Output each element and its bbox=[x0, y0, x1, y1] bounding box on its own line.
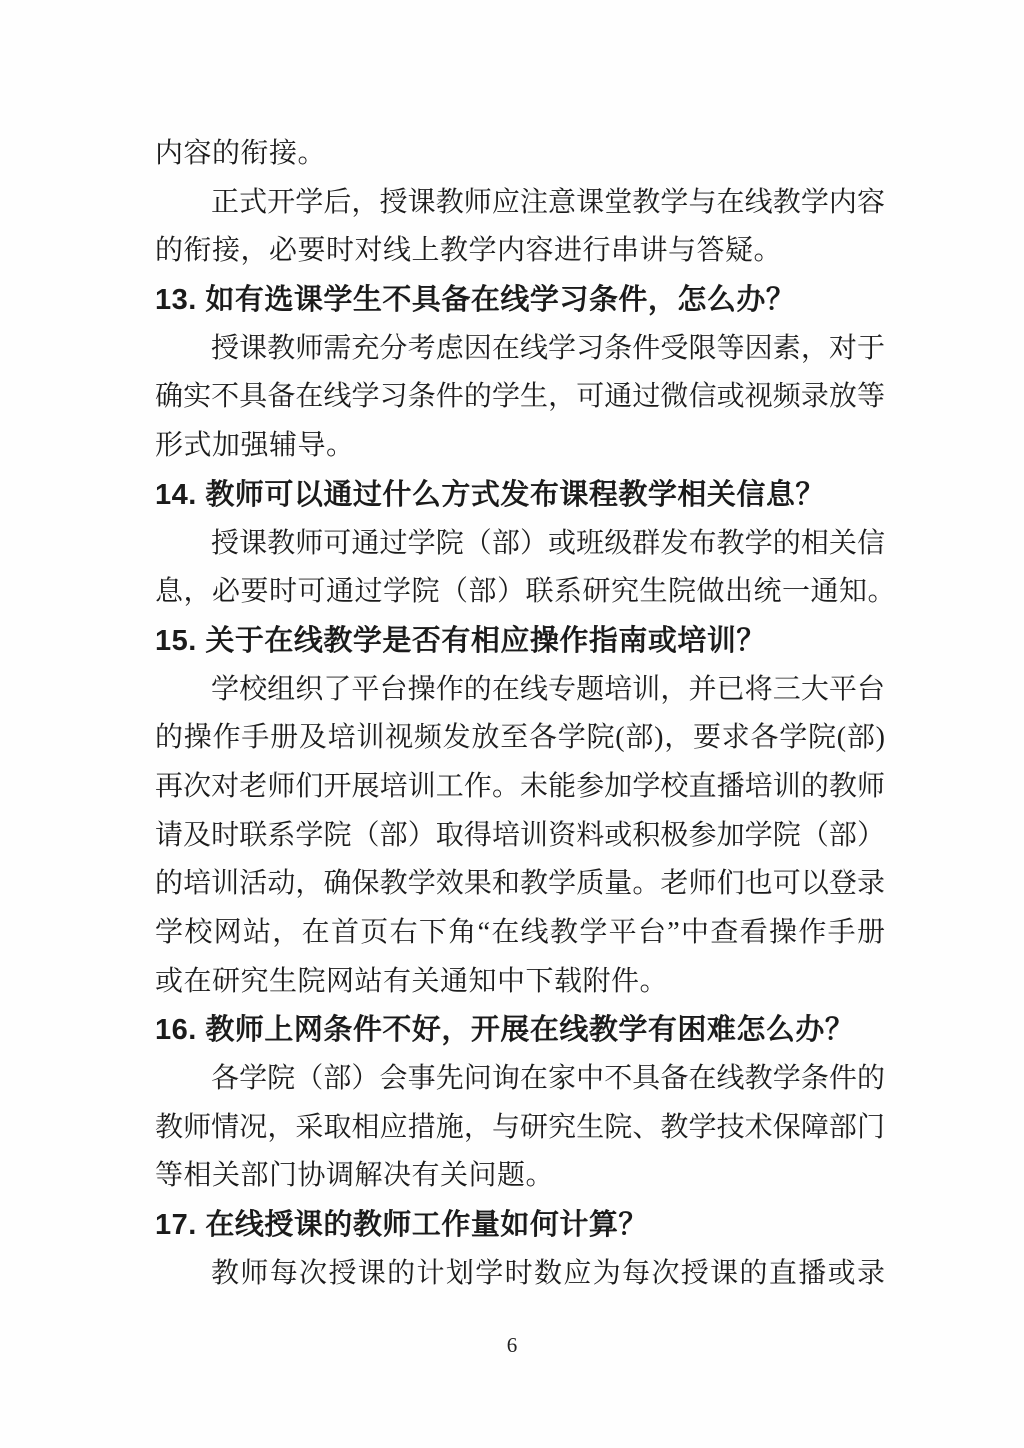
question-heading: 13. 如有选课学生不具备在线学习条件，怎么办？ bbox=[155, 284, 796, 317]
body-line: 再次对老师们开展培训工作。未能参加学校直播培训的教师 bbox=[155, 770, 885, 802]
body-line: 确实不具备在线学习条件的学生，可通过微信或视频录放等 bbox=[155, 381, 885, 413]
body-line: 的衔接，必要时对线上教学内容进行串讲与答疑。 bbox=[155, 235, 783, 267]
body-line: 或在研究生院网站有关通知中下载附件。 bbox=[155, 965, 669, 997]
body-line: 教师每次授课的计划学时数应为每次授课的直播或录 bbox=[211, 1257, 885, 1289]
body-line: 授课教师可通过学院（部）或班级群发布教学的相关信 bbox=[211, 527, 885, 559]
body-line: 息，必要时可通过学院（部）联系研究生院做出统一通知。 bbox=[155, 576, 897, 608]
body-line: 请及时联系学院（部）取得培训资料或积极参加学院（部） bbox=[155, 819, 885, 851]
body-line: 的培训活动，确保教学效果和教学质量。老师们也可以登录 bbox=[155, 868, 885, 900]
page-number: 6 bbox=[506, 1333, 518, 1357]
question-heading: 14. 教师可以通过什么方式发布课程教学相关信息？ bbox=[155, 478, 825, 511]
body-line: 内容的衔接。 bbox=[155, 138, 327, 169]
question-heading: 16. 教师上网条件不好，开展在线教学有困难怎么办？ bbox=[155, 1014, 855, 1047]
body-line: 的操作手册及培训视频发放至各学院(部)，要求各学院(部) bbox=[155, 722, 885, 754]
body-line: 学校组织了平台操作的在线专题培训，并已将三大平台 bbox=[211, 673, 885, 705]
body-line: 形式加强辅导。 bbox=[155, 430, 355, 462]
body-line: 正式开学后，授课教师应注意课堂教学与在线教学内容 bbox=[211, 186, 885, 218]
body-line: 各学院（部）会事先问询在家中不具备在线教学条件的 bbox=[211, 1063, 885, 1095]
document-text-block bbox=[155, 130, 897, 1299]
body-line: 等相关部门协调解决有关问题。 bbox=[155, 1160, 555, 1192]
question-heading: 17. 在线授课的教师工作量如何计算？ bbox=[155, 1209, 648, 1242]
body-line: 教师情况，采取相应措施，与研究生院、教学技术保障部门 bbox=[155, 1111, 885, 1143]
body-line: 授课教师需充分考虑因在线学习条件受限等因素，对于 bbox=[211, 332, 885, 364]
body-line: 学校网站，在首页右下角“在线教学平台”中查看操作手册 bbox=[155, 917, 885, 948]
question-heading: 15. 关于在线教学是否有相应操作指南或培训？ bbox=[155, 624, 766, 657]
